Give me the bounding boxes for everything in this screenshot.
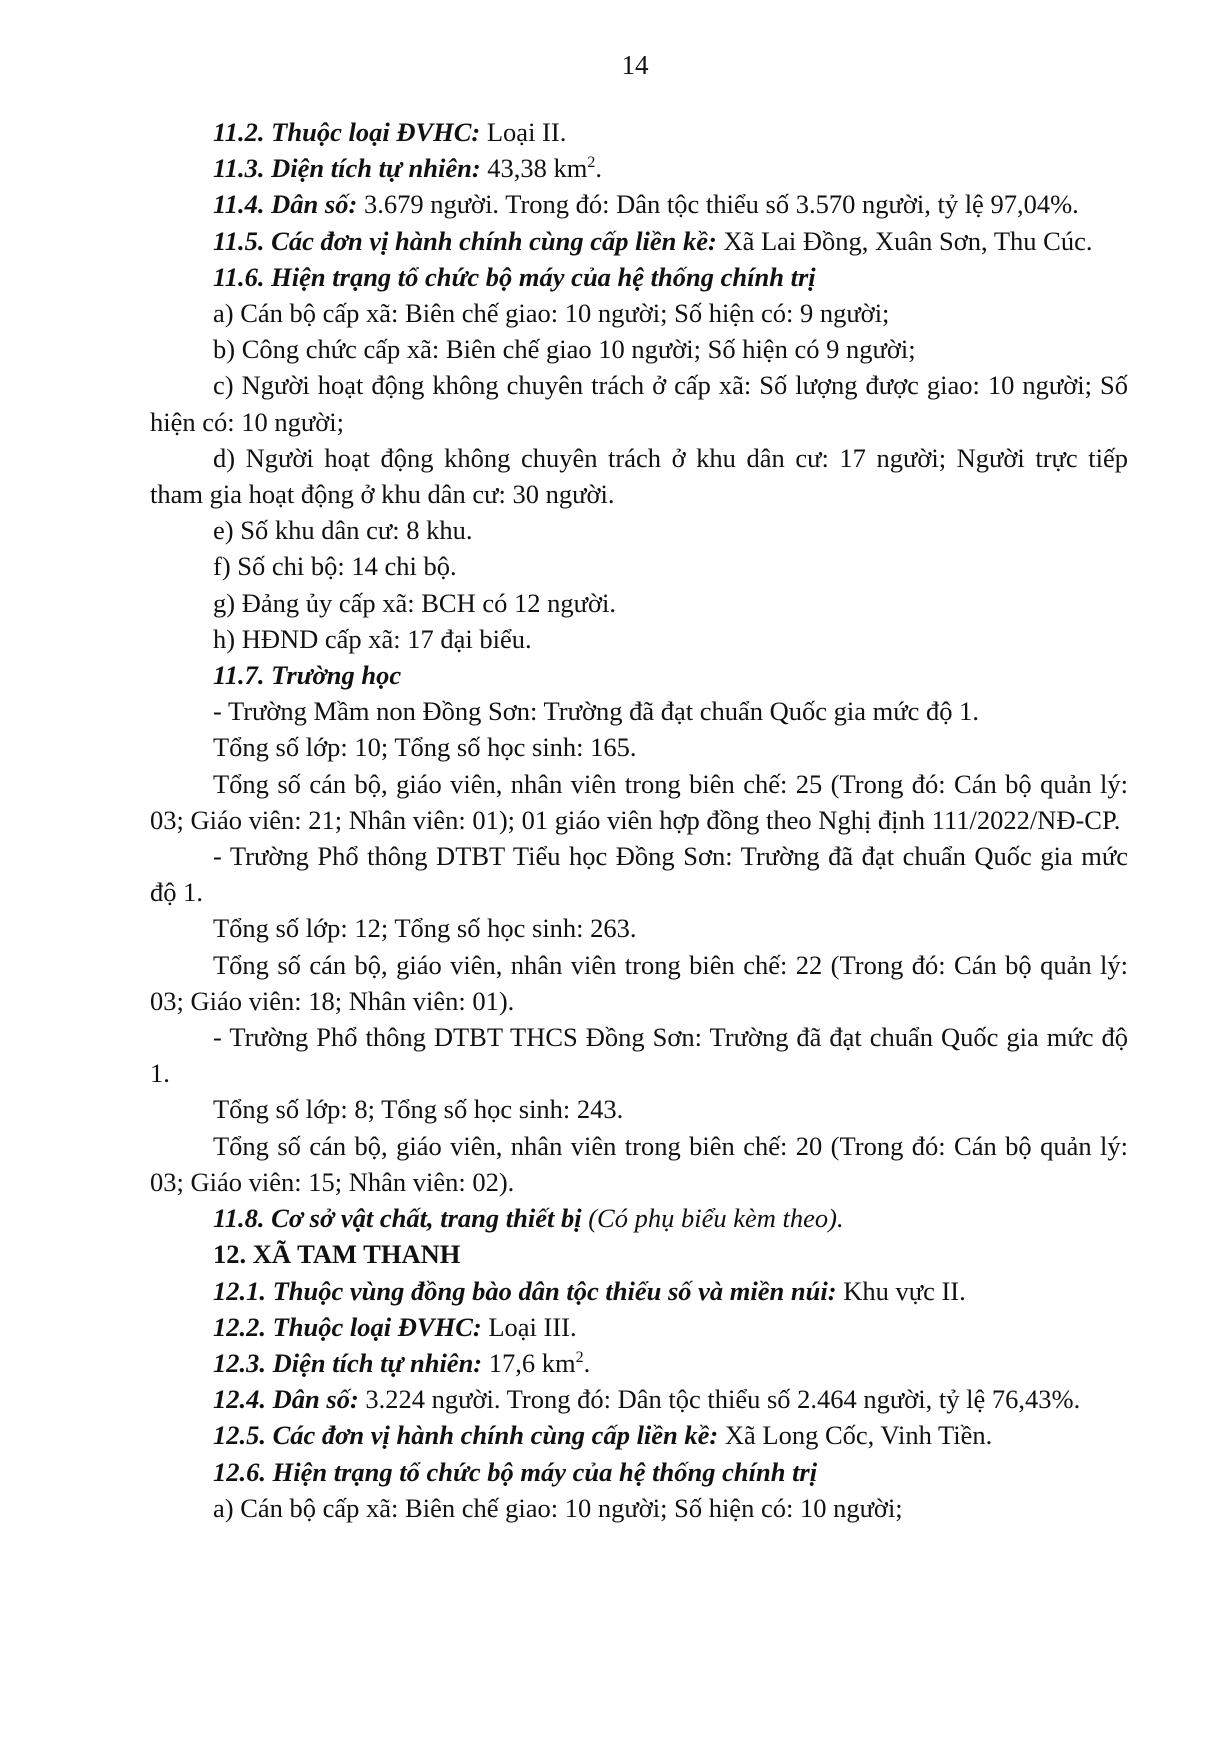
item-12-6-a: a) Cán bộ cấp xã: Biên chế giao: 10 người; Số hiện có: 10 người; <box>213 1492 903 1523</box>
heading: 12.1. Thuộc vùng đồng bào dân tộc thiểu số và miền núi: <box>213 1275 837 1306</box>
item-11-6-e: e) Số khu dân cư: 8 khu. <box>213 515 473 546</box>
school-1-classes: Tổng số lớp: 10; Tổng số học sinh: 165. <box>213 732 637 763</box>
heading: 11.5. Các đơn vị hành chính cùng cấp liền kề: <box>213 225 717 256</box>
heading: 11.6. Hiện trạng tổ chức bộ máy của hệ thống chính trị <box>213 261 816 292</box>
item-11-6-a: a) Cán bộ cấp xã: Biên chế giao: 10 người; Số hiện có: 9 người; <box>213 298 890 329</box>
item-12-6-heading <box>150 1454 1128 1490</box>
note: (Có phụ biểu kèm theo). <box>581 1203 844 1234</box>
section-heading: 12. XÃ TAM THANH <box>213 1239 461 1270</box>
value: 3.224 người. Trong đó: Dân tộc thiểu số 2.464 người, tỷ lệ 76,43%. <box>358 1384 1081 1415</box>
item-11-6-b: b) Công chức cấp xã: Biên chế giao 10 người; Số hiện có 9 người; <box>213 334 916 365</box>
heading: 12.6. Hiện trạng tổ chức bộ máy của hệ thống chính trị <box>213 1456 818 1487</box>
heading: 12.4. Dân số: <box>213 1384 359 1415</box>
school-1-title: - Trường Mầm non Đồng Sơn: Trường đã đạt chuẩn Quốc gia mức độ 1. <box>213 696 980 727</box>
school-3-staff: Tổng số cán bộ, giáo viên, nhân viên trong biên chế: 20 (Trong đó: Cán bộ quản lý: 03; Giáo viên: 15; Nhân viên: 02). <box>150 1130 1128 1197</box>
school-2-staff: Tổng số cán bộ, giáo viên, nhân viên trong biên chế: 22 (Trong đó: Cán bộ quản lý: 03; Giáo viên: 18; Nhân viên: 01). <box>150 949 1128 1016</box>
heading: 12.3. Diện tích tự nhiên: <box>213 1347 483 1378</box>
superscript: 2 <box>575 1348 584 1366</box>
heading: 11.2. Thuộc loại ĐVHC: <box>213 117 481 147</box>
superscript: 2 <box>587 154 596 172</box>
item-11-5 <box>150 223 1128 259</box>
item-11-6-heading <box>150 259 1128 295</box>
item-11-2 <box>150 114 1128 150</box>
item-12-5 <box>150 1417 1128 1453</box>
item-11-6-g: g) Đảng ủy cấp xã: BCH có 12 người. <box>213 587 616 618</box>
item-12-3 <box>150 1345 1128 1381</box>
school-3-title: - Trường Phổ thông DTBT THCS Đồng Sơn: Trường đã đạt chuẩn Quốc gia mức độ 1. <box>150 1022 1128 1089</box>
school-1-staff: Tổng số cán bộ, giáo viên, nhân viên trong biên chế: 25 (Trong đó: Cán bộ quản lý: 03; Giáo viên: 21; Nhân viên: 01); 01 giáo viên hợp đồng theo Nghị định 111/2022/NĐ-CP. <box>150 768 1128 835</box>
value: Loại II. <box>480 117 567 147</box>
heading: 12.5. Các đơn vị hành chính cùng cấp liền kề: <box>213 1420 719 1451</box>
value-tail: . <box>583 1347 591 1378</box>
value: 43,38 km <box>480 153 588 184</box>
item-12-1 <box>150 1273 1128 1309</box>
item-11-8 <box>150 1200 1128 1236</box>
item-11-6-d: d) Người hoạt động không chuyên trách ở khu dân cư: 17 người; Người trực tiếp tham gia hoạt động ở khu dân cư: 30 người. <box>150 442 1128 510</box>
value: Loại III. <box>481 1311 577 1342</box>
value: Xã Long Cốc, Vinh Tiền. <box>718 1420 993 1451</box>
item-12-4 <box>150 1381 1128 1417</box>
heading: 12.2. Thuộc loại ĐVHC: <box>213 1311 482 1342</box>
heading: 11.7. Trường học <box>213 660 402 691</box>
value: 3.679 người. Trong đó: Dân tộc thiểu số 3.570 người, tỷ lệ 97,04%. <box>357 189 1079 220</box>
school-2-classes: Tổng số lớp: 12; Tổng số học sinh: 263. <box>213 913 637 944</box>
item-11-3 <box>150 150 1128 186</box>
item-11-6-h: h) HĐND cấp xã: 17 đại biểu. <box>213 623 532 654</box>
heading: 11.4. Dân số: <box>213 189 358 220</box>
value: 17,6 km <box>482 1347 576 1378</box>
section-12-title <box>150 1236 1128 1272</box>
value: Xã Lai Đồng, Xuân Sơn, Thu Cúc. <box>716 225 1093 256</box>
page-body <box>150 114 1128 1526</box>
item-12-2 <box>150 1309 1128 1345</box>
item-11-4 <box>150 186 1128 222</box>
item-11-7-heading <box>150 657 1128 693</box>
value-tail: . <box>595 153 603 184</box>
item-11-6-f: f) Số chi bộ: 14 chi bộ. <box>213 551 457 582</box>
school-2-title: - Trường Phổ thông DTBT Tiểu học Đồng Sơn: Trường đã đạt chuẩn Quốc gia mức độ 1. <box>150 841 1128 908</box>
page-number: 14 <box>621 50 649 80</box>
school-3-classes: Tổng số lớp: 8; Tổng số học sinh: 243. <box>213 1094 624 1125</box>
item-11-6-c: c) Người hoạt động không chuyên trách ở cấp xã: Số lượng được giao: 10 người; Số hiện có: 10 người; <box>150 370 1128 437</box>
heading: 11.8. Cơ sở vật chất, trang thiết bị <box>213 1203 582 1234</box>
value: Khu vực II. <box>836 1275 966 1306</box>
heading: 11.3. Diện tích tự nhiên: <box>213 153 481 184</box>
